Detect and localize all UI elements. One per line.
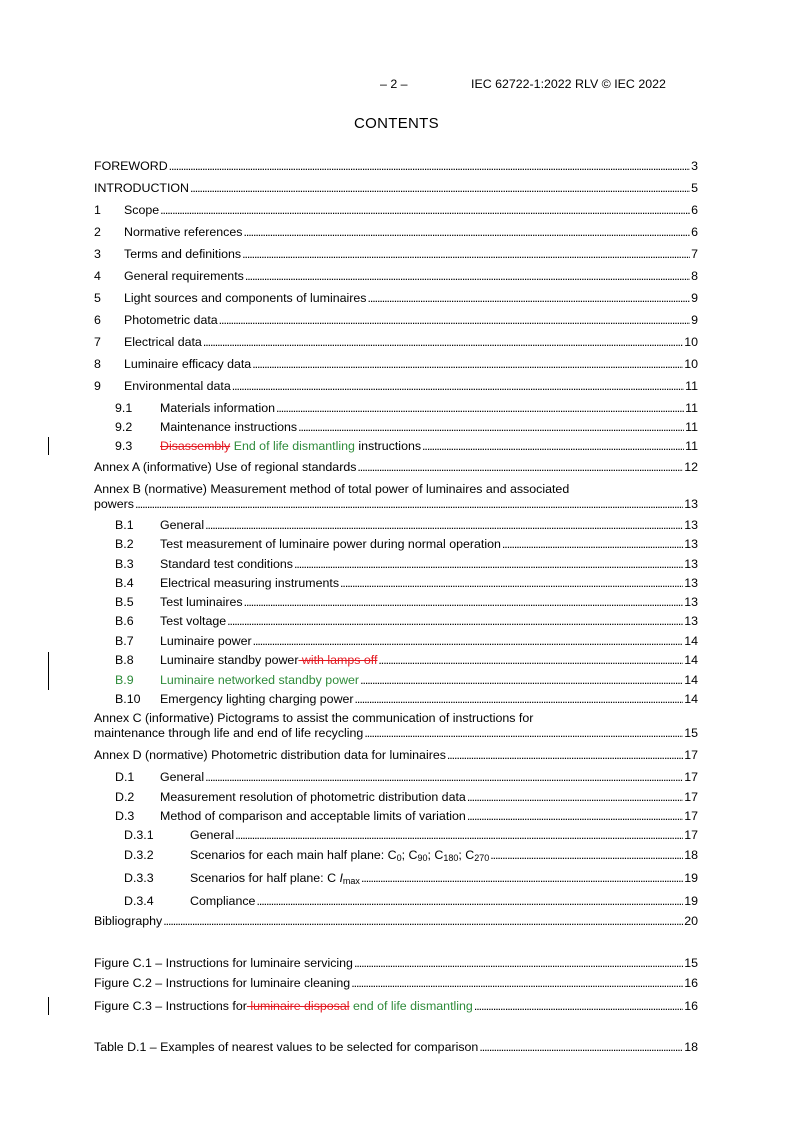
toc-entry-figure-c2[interactable]: Figure C.2 – Instructions for luminaire cleaning . . . 16 xyxy=(94,975,698,991)
toc-entry-d-3-3[interactable]: D.3.3 Scenarios for half plane: C $I_{max}$ . . . 19 xyxy=(124,870,698,886)
change-bar xyxy=(48,997,49,1015)
page-number: – 2 – xyxy=(380,77,408,91)
toc-entry-d-2[interactable]: D.2 Measurement resolution of photometric distribution data . . . 17 xyxy=(115,789,698,805)
toc-entry-clause-6[interactable]: 6 Photometric data . . . 9 xyxy=(94,312,698,328)
toc-entry-annex-d[interactable]: Annex D (normative) Photometric distribution data for luminaires . . . 17 xyxy=(94,747,698,763)
toc-entry-foreword[interactable]: FOREWORD . . . 3 xyxy=(94,158,698,174)
toc-entry-9-2[interactable]: 9.2 Maintenance instructions . . . 11 xyxy=(115,419,698,435)
toc-entry-annex-c[interactable]: maintenance through life and end of life recycling . . . 15 xyxy=(94,725,698,741)
change-bar xyxy=(48,437,49,455)
toc-entry-annex-b-line1[interactable]: Annex B (normative) Measurement method of total power of luminaires and associated xyxy=(94,482,570,496)
toc-entry-b-8[interactable]: B.8 Luminaire standby power with lamps off . . . 14 xyxy=(115,652,698,668)
page-title: CONTENTS xyxy=(354,115,439,132)
inserted-text: End of life dismantling xyxy=(233,439,355,453)
toc-entry-annex-c-line1[interactable]: Annex C (informative) Pictograms to assist the communication of instructions for xyxy=(94,711,534,725)
toc-entry-annex-b[interactable]: powers . . . 13 xyxy=(94,496,698,512)
toc-entry-9-3[interactable]: 9.3 Disassembly End of life dismantling instructions . . . 11 xyxy=(115,438,698,454)
toc-entry-clause-5[interactable]: 5 Light sources and components of luminaires . . . 9 xyxy=(94,290,698,306)
toc-entry-b-6[interactable]: B.6 Test voltage . . . 13 xyxy=(115,613,698,629)
change-bar xyxy=(48,652,49,690)
toc-entry-clause-1[interactable]: 1 Scope . . . 6 xyxy=(94,202,698,218)
toc-entry-introduction[interactable]: INTRODUCTION . . . 5 xyxy=(94,180,698,196)
toc-entry-b-5[interactable]: B.5 Test luminaires . . . 13 xyxy=(115,594,698,610)
toc-entry-clause-4[interactable]: 4 General requirements . . . 8 xyxy=(94,268,698,284)
toc-entry-b-7[interactable]: B.7 Luminaire power . . . 14 xyxy=(115,633,698,649)
toc-entry-9-1[interactable]: 9.1 Materials information . . . 11 xyxy=(115,400,698,416)
deleted-text: with lamps off xyxy=(298,653,378,667)
document-reference: IEC 62722-1:2022 RLV © IEC 2022 xyxy=(471,77,666,91)
deleted-text: luminaire disposal xyxy=(246,999,350,1013)
toc-entry-b-10[interactable]: B.10 Emergency lighting charging power . . . 14 xyxy=(115,691,698,707)
toc-entry-figure-c3[interactable]: Figure C.3 – Instructions for luminaire disposal end of life dismantling . . . 16 xyxy=(94,998,698,1014)
toc-entry-bibliography[interactable]: Bibliography . . . 20 xyxy=(94,913,698,929)
toc-entry-clause-9[interactable]: 9 Environmental data . . . 11 xyxy=(94,378,698,394)
toc-entry-d-3-2[interactable]: D.3.2 Scenarios for each main half plane: $C_0$; $C_{90}$; $C_{180}$; $C_{270}$ . . . 18 xyxy=(124,847,698,863)
toc-entry-b-1[interactable]: B.1 General . . . 13 xyxy=(115,517,698,533)
toc-entry-b-2[interactable]: B.2 Test measurement of luminaire power during normal operation . . . 13 xyxy=(115,536,698,552)
toc-entry-d-3-4[interactable]: D.3.4 Compliance . . . 19 xyxy=(124,893,698,909)
toc-entry-b-4[interactable]: B.4 Electrical measuring instruments . . . 13 xyxy=(115,575,698,591)
toc-entry-d-1[interactable]: D.1 General . . . 17 xyxy=(115,769,698,785)
toc-entry-d-3[interactable]: D.3 Method of comparison and acceptable limits of variation . . . 17 xyxy=(115,808,698,824)
toc-entry-clause-8[interactable]: 8 Luminaire efficacy data . . . 10 xyxy=(94,356,698,372)
toc-entry-d-3-1[interactable]: D.3.1 General . . . 17 xyxy=(124,827,698,843)
deleted-text: Disassembly xyxy=(160,439,231,453)
toc-entry-clause-3[interactable]: 3 Terms and definitions . . . 7 xyxy=(94,246,698,262)
inserted-text: end of life dismantling xyxy=(349,999,473,1013)
toc-entry-b-9[interactable]: B.9 Luminaire networked standby power . . . 14 xyxy=(115,672,698,688)
toc-entry-table-d1[interactable]: Table D.1 – Examples of nearest values to be selected for comparison . . . 18 xyxy=(94,1039,698,1055)
toc-entry-figure-c1[interactable]: Figure C.1 – Instructions for luminaire servicing . . . 15 xyxy=(94,955,698,971)
toc-entry-clause-2[interactable]: 2 Normative references . . . 6 xyxy=(94,224,698,240)
toc-entry-annex-a[interactable]: Annex A (informative) Use of regional standards . . . 12 xyxy=(94,459,698,475)
toc-entry-b-3[interactable]: B.3 Standard test conditions . . . 13 xyxy=(115,556,698,572)
toc-entry-clause-7[interactable]: 7 Electrical data . . . 10 xyxy=(94,334,698,350)
